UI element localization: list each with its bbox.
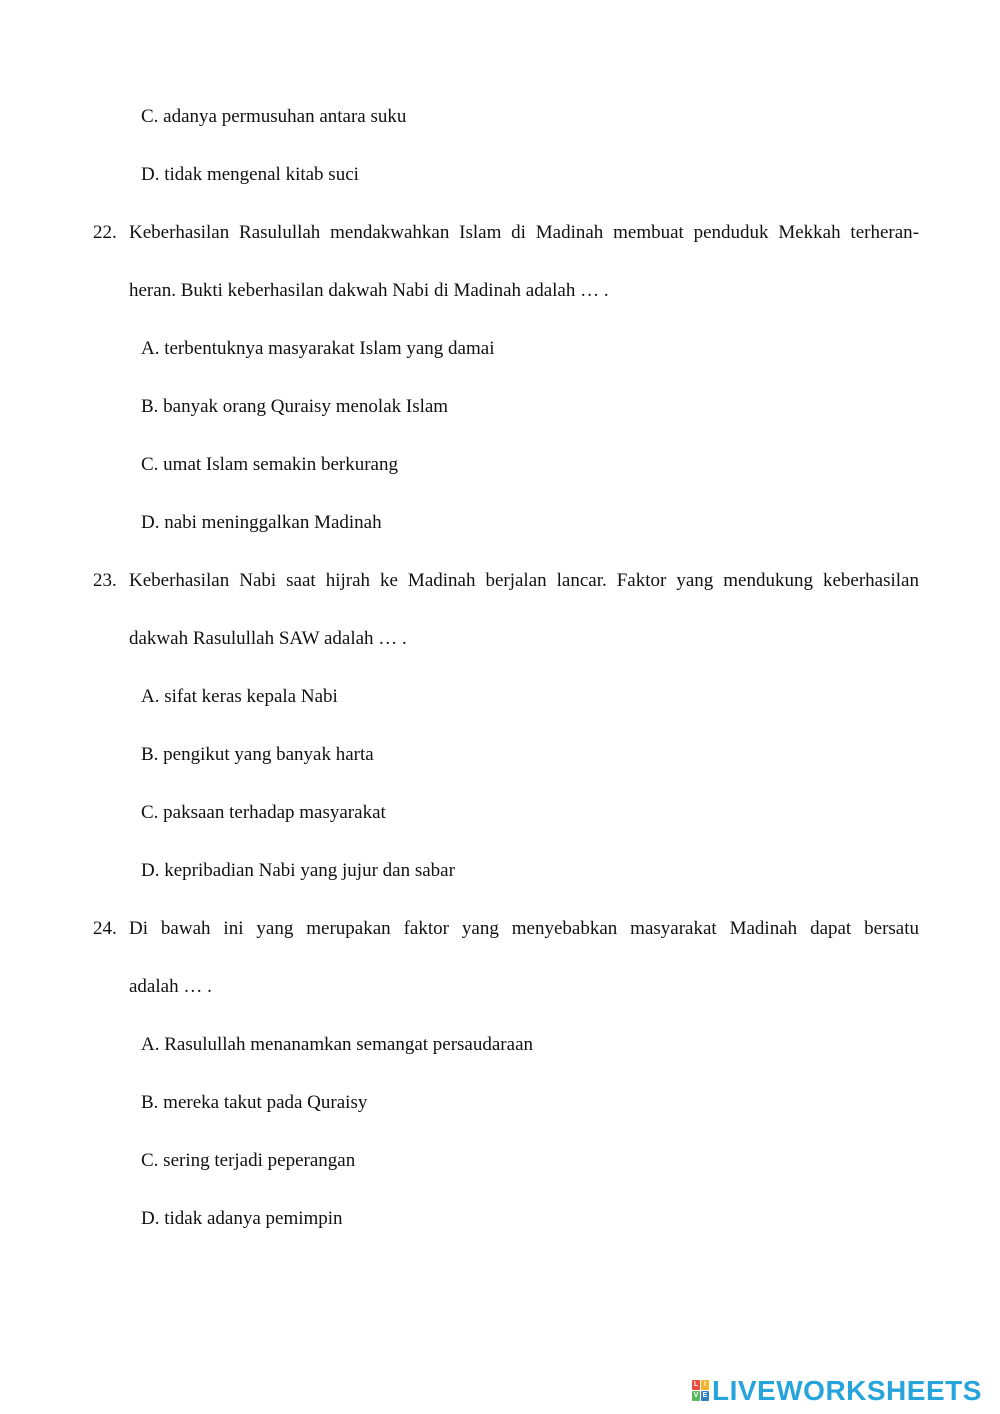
option-c[interactable]: C. umat Islam semakin berkurang bbox=[141, 454, 398, 475]
liveworksheets-logo[interactable] bbox=[692, 1376, 982, 1406]
option-c[interactable]: C. paksaan terhadap masyarakat bbox=[141, 802, 386, 823]
option-b[interactable]: B. mereka takut pada Quraisy bbox=[141, 1092, 368, 1113]
logo-text: LIVEWORKSHEETS bbox=[712, 1375, 982, 1406]
option-d[interactable]: D. kepribadian Nabi yang jujur dan sabar bbox=[141, 860, 455, 881]
option-c-prev[interactable]: C. adanya permusuhan antara suku bbox=[141, 106, 407, 127]
question-text-line-1: Di bawah ini yang merupakan faktor yang menyebabkan masyarakat Madinah dapat bersatu bbox=[129, 918, 919, 939]
question-text-line-2: dakwah Rasulullah SAW adalah … . bbox=[129, 628, 407, 649]
question-text-line-1: Keberhasilan Nabi saat hijrah ke Madinah berjalan lancar. Faktor yang mendukung keberhasilan bbox=[129, 570, 919, 591]
question-number: 22. bbox=[93, 222, 117, 243]
option-d[interactable]: D. tidak adanya pemimpin bbox=[141, 1208, 343, 1229]
option-a[interactable]: A. terbentuknya masyarakat Islam yang damai bbox=[141, 338, 495, 359]
option-a[interactable]: A. Rasulullah menanamkan semangat persaudaraan bbox=[141, 1034, 533, 1055]
liveworksheets-mark-icon bbox=[692, 1380, 710, 1402]
option-b[interactable]: B. pengikut yang banyak harta bbox=[141, 744, 374, 765]
mark-tile: I bbox=[701, 1380, 709, 1390]
option-b[interactable]: B. banyak orang Quraisy menolak Islam bbox=[141, 396, 449, 417]
question-text-line-2: heran. Bukti keberhasilan dakwah Nabi di Madinah adalah … . bbox=[129, 280, 609, 301]
option-d[interactable]: D. nabi meninggalkan Madinah bbox=[141, 512, 382, 533]
question-text-line-2: adalah … . bbox=[129, 976, 212, 997]
question-text-line-1: Keberhasilan Rasulullah mendakwahkan Islam di Madinah membuat penduduk Mekkah terheran- bbox=[129, 222, 919, 243]
question-number: 24. bbox=[93, 918, 117, 939]
mark-tile: V bbox=[693, 1392, 699, 1399]
option-a[interactable]: A. sifat keras kepala Nabi bbox=[141, 686, 338, 707]
mark-tile: E bbox=[702, 1392, 708, 1399]
option-d-prev[interactable]: D. tidak mengenal kitab suci bbox=[141, 164, 359, 185]
option-c[interactable]: C. sering terjadi peperangan bbox=[141, 1150, 356, 1171]
mark-tile: L bbox=[693, 1381, 699, 1388]
question-number: 23. bbox=[93, 570, 117, 591]
